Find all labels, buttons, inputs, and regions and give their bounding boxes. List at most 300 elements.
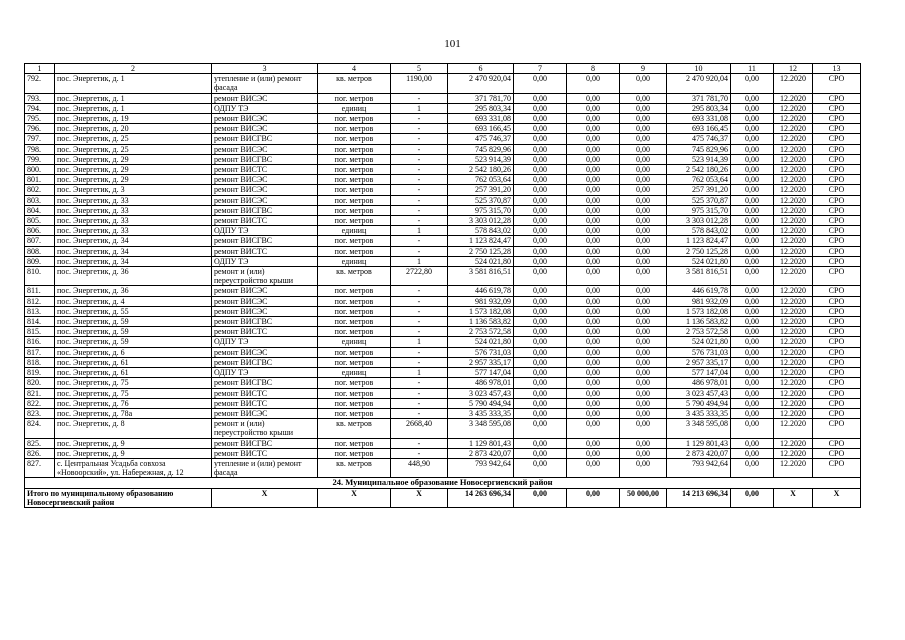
table-cell: 0,00 [567,337,620,347]
total-cell: 0,00 [514,488,567,507]
table-cell: 0,00 [731,185,774,195]
table-row [25,93,861,103]
table-cell: пос. Энергетик, д. 33 [55,226,212,236]
table-cell: 0,00 [567,408,620,418]
table-cell: 577 147,04 [667,368,731,378]
table-cell: 0,00 [514,93,567,103]
table-cell: 793. [25,93,55,103]
table-cell: 2 957 335,17 [448,357,514,367]
table-cell: 0,00 [731,256,774,266]
table-cell: 0,00 [567,185,620,195]
table-cell: ремонт ВИСГВС [212,378,318,388]
table-cell: СРО [813,103,861,113]
table-cell: 821. [25,388,55,398]
table-cell: пос. Энергетик, д. 55 [55,306,212,316]
table-cell: 981 932,09 [448,296,514,306]
table-cell: 0,00 [731,378,774,388]
table-cell: 12.2020 [774,438,813,448]
table-cell: 0,00 [620,378,667,388]
table-cell: 525 370,87 [667,195,731,205]
table-cell: 0,00 [567,165,620,175]
table-row [25,286,861,296]
table-cell: 0,00 [567,267,620,286]
table-cell: 0,00 [567,74,620,93]
table-cell: 0,00 [620,408,667,418]
table-cell: 12.2020 [774,317,813,327]
table-cell: 0,00 [514,448,567,458]
table-cell: 524 021,80 [448,337,514,347]
table-cell: 0,00 [620,195,667,205]
table-cell: пос. Энергетик, д. 33 [55,195,212,205]
table-cell: пос. Энергетик, д. 29 [55,165,212,175]
table-cell: 0,00 [567,205,620,215]
table-cell: 2 753 572,58 [448,327,514,337]
table-cell: - [391,378,448,388]
table-cell: 446 619,78 [667,286,731,296]
table-cell: 814. [25,317,55,327]
table-cell: 0,00 [567,419,620,438]
table-cell: 257 391,20 [667,185,731,195]
table-cell: 0,00 [567,347,620,357]
table-cell: СРО [813,286,861,296]
table-cell: 0,00 [567,134,620,144]
table-cell: 745 829,96 [667,144,731,154]
table-row [25,267,861,286]
table-cell: ремонт ВИСЭС [212,114,318,124]
table-cell: 1 [391,337,448,347]
table-cell: ОДПУ ТЭ [212,368,318,378]
table-cell: 525 370,87 [448,195,514,205]
table-cell: 524 021,80 [667,256,731,266]
table-cell: 0,00 [731,337,774,347]
table-cell: СРО [813,165,861,175]
table-cell: 3 303 012,28 [667,216,731,226]
table-cell: СРО [813,296,861,306]
table-cell: 12.2020 [774,458,813,477]
table-cell: 12.2020 [774,165,813,175]
table-row [25,216,861,226]
table-cell: 0,00 [567,226,620,236]
table-row [25,378,861,388]
table-cell: 12.2020 [774,256,813,266]
table-cell: 0,00 [514,246,567,256]
table-cell: 0,00 [620,74,667,93]
column-number-cell: 2 [55,64,212,74]
table-cell: 0,00 [567,114,620,124]
table-cell: 0,00 [620,306,667,316]
table-cell: - [391,216,448,226]
table-cell: 3 581 816,51 [667,267,731,286]
table-cell: СРО [813,388,861,398]
table-cell: 12.2020 [774,327,813,337]
table-cell: пос. Энергетик, д. 61 [55,357,212,367]
table-cell: 0,00 [567,154,620,164]
table-cell: 12.2020 [774,357,813,367]
table-cell: утепление и (или) ремонт фасада [212,74,318,93]
table-row [25,154,861,164]
page-number: 101 [444,38,461,50]
table-cell: 0,00 [514,378,567,388]
table-cell: пог. метров [318,165,391,175]
table-cell: 12.2020 [774,124,813,134]
table-row [25,165,861,175]
table-cell: 12.2020 [774,205,813,215]
table-cell: пос. Энергетик, д. 19 [55,114,212,124]
table-row [25,175,861,185]
table-cell: 371 781,70 [448,93,514,103]
column-number-cell: 12 [774,64,813,74]
table-cell: 0,00 [567,103,620,113]
table-cell: СРО [813,306,861,316]
table-cell: 5 790 494,94 [448,398,514,408]
table-cell: 975 315,70 [667,205,731,215]
table-row [25,327,861,337]
column-number-cell: 1 [25,64,55,74]
table-cell: 12.2020 [774,378,813,388]
table-cell: ремонт ВИСГВС [212,236,318,246]
table-cell: 745 829,96 [448,144,514,154]
table-row [25,256,861,266]
table-cell: 577 147,04 [448,368,514,378]
table-cell: 1 [391,226,448,236]
table-cell: 802. [25,185,55,195]
table-cell: пос. Энергетик, д. 20 [55,124,212,134]
table-cell: СРО [813,368,861,378]
table-cell: СРО [813,267,861,286]
table-cell: 12.2020 [774,296,813,306]
column-number-cell: 7 [514,64,567,74]
table-cell: 0,00 [731,368,774,378]
table-cell: 446 619,78 [448,286,514,296]
table-row [25,357,861,367]
table-cell: 0,00 [514,103,567,113]
table-cell: 800. [25,165,55,175]
table-cell: - [391,408,448,418]
table-row [25,144,861,154]
table-cell: пос. Энергетик, д. 75 [55,378,212,388]
table-cell: 0,00 [620,154,667,164]
table-cell: 475 746,37 [448,134,514,144]
table-cell: 2 957 335,17 [667,357,731,367]
table-cell: 0,00 [731,226,774,236]
table-cell: 0,00 [731,408,774,418]
table-cell: пог. метров [318,114,391,124]
table-cell: 0,00 [731,317,774,327]
total-cell: 0,00 [731,488,774,507]
table-cell: 1 136 583,82 [667,317,731,327]
table-cell: 12.2020 [774,347,813,357]
table-cell: 523 914,39 [448,154,514,164]
table-cell: СРО [813,144,861,154]
table-row [25,226,861,236]
table-cell: ремонт ВИСЭС [212,296,318,306]
table-cell: 0,00 [514,296,567,306]
table-cell: СРО [813,398,861,408]
table-cell: 0,00 [514,398,567,408]
table-cell: 12.2020 [774,195,813,205]
total-row [25,488,861,507]
table-cell: пос. Энергетик, д. 36 [55,267,212,286]
table-cell: 0,00 [620,246,667,256]
table-cell: СРО [813,195,861,205]
table-cell: 811. [25,286,55,296]
table-cell: пос. Энергетик, д. 1 [55,74,212,93]
table-cell: 12.2020 [774,216,813,226]
table-cell: СРО [813,347,861,357]
table-cell: единиц [318,368,391,378]
table-cell: 0,00 [514,419,567,438]
table-cell: кв. метров [318,419,391,438]
table-cell: 0,00 [514,114,567,124]
table-cell: 1 123 824,47 [448,236,514,246]
table-cell: СРО [813,378,861,388]
table-cell: ремонт ВИСЭС [212,195,318,205]
table-cell: единиц [318,226,391,236]
table-row [25,296,861,306]
table-cell: 12.2020 [774,103,813,113]
table-cell: 295 803,34 [448,103,514,113]
table-row [25,195,861,205]
table-cell: - [391,347,448,357]
table-cell: пос. Энергетик, д. 25 [55,144,212,154]
table-cell: СРО [813,317,861,327]
table-cell: 0,00 [514,388,567,398]
table-cell: ремонт ВИСЭС [212,144,318,154]
table-cell: - [391,317,448,327]
total-cell: 0,00 [567,488,620,507]
table-cell: 816. [25,337,55,347]
table-cell: 12.2020 [774,114,813,124]
table-cell: 0,00 [620,327,667,337]
table-cell: ОДПУ ТЭ [212,226,318,236]
table-cell: 0,00 [620,337,667,347]
table-cell: 812. [25,296,55,306]
table-cell: 0,00 [731,246,774,256]
table-cell: 2 750 125,28 [448,246,514,256]
table-row [25,246,861,256]
table-cell: 12.2020 [774,419,813,438]
table-cell: пос. Энергетик, д. 34 [55,246,212,256]
table-cell: 0,00 [620,124,667,134]
table-cell: 12.2020 [774,175,813,185]
table-cell: 0,00 [620,357,667,367]
table-cell: 0,00 [731,165,774,175]
table-cell: 0,00 [620,165,667,175]
table-cell: - [391,185,448,195]
table-cell: 0,00 [567,236,620,246]
table-cell: пог. метров [318,448,391,458]
table-cell: пог. метров [318,154,391,164]
table-cell: пос. Энергетик, д. 59 [55,337,212,347]
table-cell: 524 021,80 [448,256,514,266]
column-number-cell: 9 [620,64,667,74]
table-cell: пог. метров [318,347,391,357]
table-cell: 0,00 [514,267,567,286]
table-cell: 0,00 [567,388,620,398]
table-cell: единиц [318,337,391,347]
table-cell: ремонт ВИСТС [212,216,318,226]
table-cell: 523 914,39 [667,154,731,164]
table-cell: пог. метров [318,286,391,296]
table-row [25,398,861,408]
table-row [25,236,861,246]
table-cell: - [391,296,448,306]
table-cell: СРО [813,357,861,367]
table-cell: пос. Энергетик, д. 36 [55,286,212,296]
table-cell: пос. Энергетик, д. 9 [55,438,212,448]
table-cell: 0,00 [620,185,667,195]
table-cell: 295 803,34 [667,103,731,113]
table-cell: ОДПУ ТЭ [212,103,318,113]
table-cell: 3 435 333,35 [667,408,731,418]
table-cell: ремонт ВИСЭС [212,286,318,296]
table-cell: ремонт и (или) переустройство крыши [212,267,318,286]
table-cell: 12.2020 [774,134,813,144]
table-cell: пог. метров [318,236,391,246]
table-cell: - [391,175,448,185]
table-cell: 804. [25,205,55,215]
table-cell: кв. метров [318,458,391,477]
table-cell: СРО [813,216,861,226]
table-cell: пог. метров [318,205,391,215]
table-cell: - [391,388,448,398]
table-cell: 0,00 [567,378,620,388]
table-cell: ремонт ВИСЭС [212,347,318,357]
table-cell: 693 331,08 [667,114,731,124]
table-row [25,419,861,438]
table-cell: 0,00 [620,267,667,286]
table-cell: 12.2020 [774,267,813,286]
table-cell: единиц [318,256,391,266]
table-cell: 0,00 [567,144,620,154]
table-cell: 0,00 [731,388,774,398]
table-cell: 0,00 [514,327,567,337]
table-cell: СРО [813,327,861,337]
table-row [25,114,861,124]
total-cell: 14 263 696,34 [448,488,514,507]
table-cell: 0,00 [731,216,774,226]
table-cell: 826. [25,448,55,458]
table-cell: 0,00 [514,195,567,205]
table-cell: 0,00 [731,144,774,154]
table-cell: 0,00 [514,226,567,236]
table-cell: 762 053,64 [667,175,731,185]
table-cell: ремонт и (или) переустройство крыши [212,419,318,438]
table-cell: 0,00 [731,114,774,124]
table-cell: - [391,165,448,175]
column-number-row [25,64,861,74]
table-row [25,185,861,195]
table-cell: - [391,124,448,134]
table-cell: - [391,398,448,408]
table-cell: 12.2020 [774,448,813,458]
table-cell: 576 731,03 [448,347,514,357]
table-row [25,306,861,316]
table-row [25,103,861,113]
table-cell: 981 932,09 [667,296,731,306]
table-cell: 0,00 [731,93,774,103]
table-cell: 808. [25,246,55,256]
table-cell: 578 843,02 [667,226,731,236]
table-cell: пос. Энергетик, д. 76 [55,398,212,408]
table-cell: пог. метров [318,216,391,226]
table-cell: 827. [25,458,55,477]
table-cell: 0,00 [567,286,620,296]
table-cell: 257 391,20 [448,185,514,195]
table-cell: - [391,327,448,337]
table-cell: 0,00 [731,327,774,337]
table-cell: 0,00 [731,103,774,113]
table-cell: пос. Энергетик, д. 61 [55,368,212,378]
table-cell: 1 [391,103,448,113]
table-cell: пос. Энергетик, д. 33 [55,205,212,215]
total-cell: X [318,488,391,507]
table-cell: 1 123 824,47 [667,236,731,246]
table-cell: - [391,195,448,205]
table-cell: 0,00 [620,236,667,246]
table-cell: 806. [25,226,55,236]
table-cell: 824. [25,419,55,438]
table-cell: 2 542 180,26 [667,165,731,175]
table-cell: СРО [813,114,861,124]
table-cell: ремонт ВИСЭС [212,306,318,316]
table-cell: 371 781,70 [667,93,731,103]
table-row [25,458,861,477]
table-cell: пос. Энергетик, д. 6 [55,347,212,357]
table-cell: 1 [391,256,448,266]
total-cell: 14 213 696,34 [667,488,731,507]
table-cell: 12.2020 [774,246,813,256]
table-cell: СРО [813,134,861,144]
table-cell: - [391,205,448,215]
table-cell: 0,00 [514,216,567,226]
table-cell: 12.2020 [774,337,813,347]
table-cell: 796. [25,124,55,134]
table-cell: СРО [813,256,861,266]
table-cell: 0,00 [514,256,567,266]
table-cell: 1 573 182,08 [448,306,514,316]
table-cell: ОДПУ ТЭ [212,256,318,266]
table-cell: пос. Энергетик, д. 29 [55,175,212,185]
table-cell: 12.2020 [774,74,813,93]
table-cell: 0,00 [620,347,667,357]
table-cell: пог. метров [318,124,391,134]
table-cell: ОДПУ ТЭ [212,337,318,347]
table-cell: СРО [813,124,861,134]
table-cell: пог. метров [318,175,391,185]
table-cell: 2 542 180,26 [448,165,514,175]
table-cell: 0,00 [620,388,667,398]
table-cell: ремонт ВИСГВС [212,438,318,448]
table-cell: 0,00 [731,175,774,185]
table-cell: пос. Энергетик, д. 4 [55,296,212,306]
table-row [25,408,861,418]
table-cell: ремонт ВИСТС [212,165,318,175]
table-cell: - [391,357,448,367]
table-cell: 0,00 [514,286,567,296]
table-cell: 0,00 [514,408,567,418]
table-cell: 3 348 595,08 [448,419,514,438]
table-cell: 1 136 583,82 [448,317,514,327]
total-label: Итого по муниципальному образованию Новосергиевский район [25,488,212,507]
table-cell: 0,00 [514,175,567,185]
table-cell: 12.2020 [774,185,813,195]
table-cell: СРО [813,236,861,246]
table-cell: 798. [25,144,55,154]
column-number-cell: 4 [318,64,391,74]
table-cell: 0,00 [514,124,567,134]
table-cell: ремонт ВИСТС [212,388,318,398]
